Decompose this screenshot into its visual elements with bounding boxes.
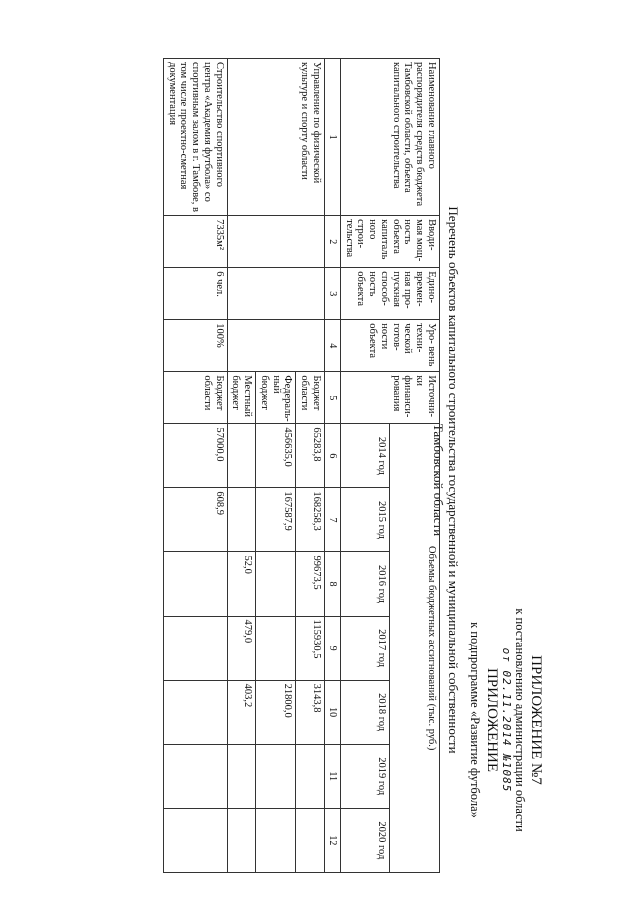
appendix-subprogram-line: к подпрограмме «Развитие футбола» — [468, 622, 483, 818]
value-cell: 57000,0 — [163, 424, 227, 488]
funding-source-cell: Бюджет области — [296, 372, 325, 424]
header-oneoff: Едино- времен- ная про- пускная способ- ность объекта — [341, 268, 440, 320]
value-cell — [256, 616, 296, 680]
column-number: 9 — [324, 616, 340, 680]
value-cell: 403,2 — [227, 680, 256, 744]
value-cell: 3143,8 — [296, 680, 325, 744]
readiness-cell: 100% — [163, 320, 227, 372]
value-cell — [163, 808, 227, 872]
value-cell — [163, 744, 227, 808]
capacity-cell — [227, 216, 324, 268]
column-number: 11 — [324, 744, 340, 808]
object-name-cell: Управление по физической культуре и спорту области — [227, 59, 324, 216]
document-title-line-1: Перечень объектов капитального строительства государственной и муниципальной собственности — [446, 206, 461, 754]
appendix-title: ПРИЛОЖЕНИЕ №7 — [528, 655, 544, 785]
header-year: 2014 год — [341, 424, 391, 488]
value-cell — [163, 552, 227, 616]
header-readiness: Уро- вень техни- ческой готов- ности объекта — [341, 320, 440, 372]
document-title-line-2: Тамбовской области — [431, 423, 447, 537]
header-year: 2016 год — [341, 552, 391, 616]
column-number: 3 — [324, 268, 340, 320]
column-number: 7 — [324, 488, 340, 552]
value-cell: 65283,8 — [296, 424, 325, 488]
appendix-handwritten-date: от 02.11.2014 №1085 — [500, 647, 514, 793]
column-number: 10 — [324, 680, 340, 744]
value-cell — [227, 424, 256, 488]
capital-construction-table — [163, 58, 440, 873]
funding-source-cell: Местный бюджет — [227, 372, 256, 424]
value-cell — [163, 616, 227, 680]
value-cell: 608,9 — [163, 488, 227, 552]
value-cell — [227, 744, 256, 808]
value-cell: 115930,5 — [296, 616, 325, 680]
value-cell: 456635,0 — [256, 424, 296, 488]
header-capacity: Вводи- мая мощ- ность объекта капиталь ного строи- тельства — [341, 216, 440, 268]
value-cell: 99673,5 — [296, 552, 325, 616]
capacity-cell: 7335м² — [163, 216, 227, 268]
object-name-cell: Строительство спортивного центра «Академия футбола» со спортивным залом в г. Тамбове, в том числе проектно-сметная документация — [163, 59, 227, 216]
oneoff-cell: 6 чел. — [163, 268, 227, 320]
value-cell: 21800,0 — [256, 680, 296, 744]
header-name: Наименование главного распорядителя средств бюджета Тамбовской области, объекта капитального строительства — [341, 59, 440, 216]
column-number: 8 — [324, 552, 340, 616]
column-number-row — [324, 59, 340, 873]
column-number: 1 — [324, 59, 340, 216]
value-cell — [256, 744, 296, 808]
value-cell — [227, 808, 256, 872]
column-number: 6 — [324, 424, 340, 488]
column-number: 12 — [324, 808, 340, 872]
header-row-1 — [390, 59, 440, 873]
header-year: 2020 год — [341, 808, 391, 872]
header-source: Источни- ки финанси- рования — [341, 372, 440, 424]
appendix-title-2: ПРИЛОЖЕНИЕ — [483, 667, 500, 773]
header-year: 2019 год — [341, 744, 391, 808]
readiness-cell — [227, 320, 324, 372]
funding-source-cell: Бюджет области — [163, 372, 227, 424]
value-cell — [296, 808, 325, 872]
oneoff-cell — [227, 268, 324, 320]
header-year: 2017 год — [341, 616, 391, 680]
appendix-decree-line: к постановлению администрации области — [512, 608, 527, 832]
value-cell — [163, 680, 227, 744]
value-cell — [296, 744, 325, 808]
column-number: 5 — [324, 372, 340, 424]
value-cell — [227, 488, 256, 552]
table-row — [296, 59, 325, 873]
value-cell — [256, 808, 296, 872]
funding-source-cell: Федераль- ный бюджет — [256, 372, 296, 424]
value-cell: 479,0 — [227, 616, 256, 680]
value-cell: 167587,9 — [256, 488, 296, 552]
value-cell — [256, 552, 296, 616]
header-volumes: Объемы бюджетных ассигнований (тыс. руб.) — [390, 424, 440, 873]
column-number: 4 — [324, 320, 340, 372]
header-year: 2015 год — [341, 488, 391, 552]
value-cell: 52,0 — [227, 552, 256, 616]
table-row — [163, 59, 227, 873]
header-year: 2018 год — [341, 680, 391, 744]
column-number: 2 — [324, 216, 340, 268]
value-cell: 168258,3 — [296, 488, 325, 552]
appendix-block — [468, 560, 544, 880]
